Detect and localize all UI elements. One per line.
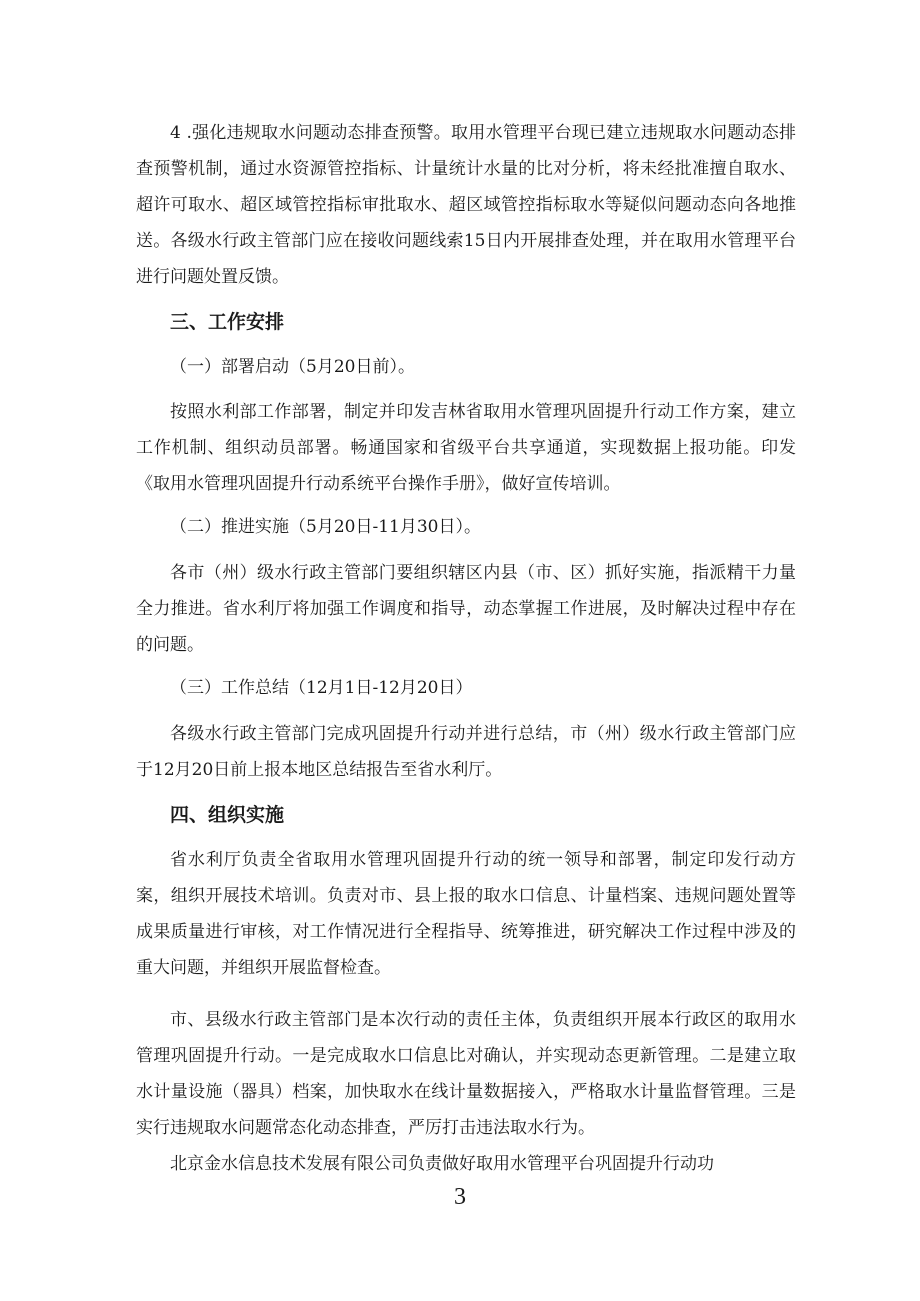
section-heading-organization: 四、组织实施 [170, 804, 285, 826]
paragraph-provincial-responsibility: 省水利厅负责全省取用水管理巩固提升行动的统一领导和部署，制定印发行动方案，组织开展技术培训。负责对市、县上报的取水口信息、计量档案、违规问题处置等成果质量进行审核，对工作情况进行全程指导、统筹推进，研究解决工作过程中涉及的重大问题，并组织开展监督检查。 [136, 850, 796, 978]
paragraph-deployment-launch: 按照水利部工作部署，制定并印发吉林省取用水管理巩固提升行动工作方案，建立工作机制、组织动员部署。畅通国家和省级平台共享通道，实现数据上报功能。印发《取用水管理巩固提升行动系统平台操作手册》，做好宣传培训。 [136, 402, 796, 494]
paragraph-item-4: 4 .强化违规取水问题动态排查预警。取用水管理平台现已建立违规取水问题动态排查预警机制，通过水资源管控指标、计量统计水量的比对分析，将未经批准擅自取水、超许可取水、超区域管控指标审批取水、超区域管控指标取水等疑似问题动态向各地推送。各级水行政主管部门应在接收问题线索15日内开展排查处理，并在取用水管理平台进行问题处置反馈。 [136, 123, 796, 287]
paragraph-company-responsibility: 北京金水信息技术发展有限公司负责做好取用水管理平台巩固提升行动功 [170, 1154, 714, 1174]
section-heading-work-arrangement: 三、工作安排 [170, 311, 285, 333]
paragraph-work-summary: 各级水行政主管部门完成巩固提升行动并进行总结，市（州）级水行政主管部门应于12月20日前上报本地区总结报告至省水利厅。 [136, 724, 796, 780]
subheading-implementation: （二）推进实施（5月20日-11月30日）。 [170, 517, 481, 537]
page-number: 3 [454, 1184, 466, 1210]
subheading-deployment-launch: （一）部署启动（5月20日前）。 [170, 357, 415, 377]
paragraph-city-county-responsibility: 市、县级水行政主管部门是本次行动的责任主体，负责组织开展本行政区的取用水管理巩固提升行动。一是完成取水口信息比对确认，并实现动态更新管理。二是建立取水计量设施（器具）档案，加快取水在线计量数据接入，严格取水计量监督管理。三是实行违规取水问题常态化动态排查，严厉打击违法取水行为。 [136, 1010, 796, 1138]
paragraph-implementation: 各市（州）级水行政主管部门要组织辖区内县（市、区）抓好实施，指派精干力量全力推进。省水利厅将加强工作调度和指导，动态掌握工作进展，及时解决过程中存在的问题。 [136, 563, 796, 655]
subheading-work-summary: （三）工作总结（12月1日-12月20日） [170, 678, 473, 698]
